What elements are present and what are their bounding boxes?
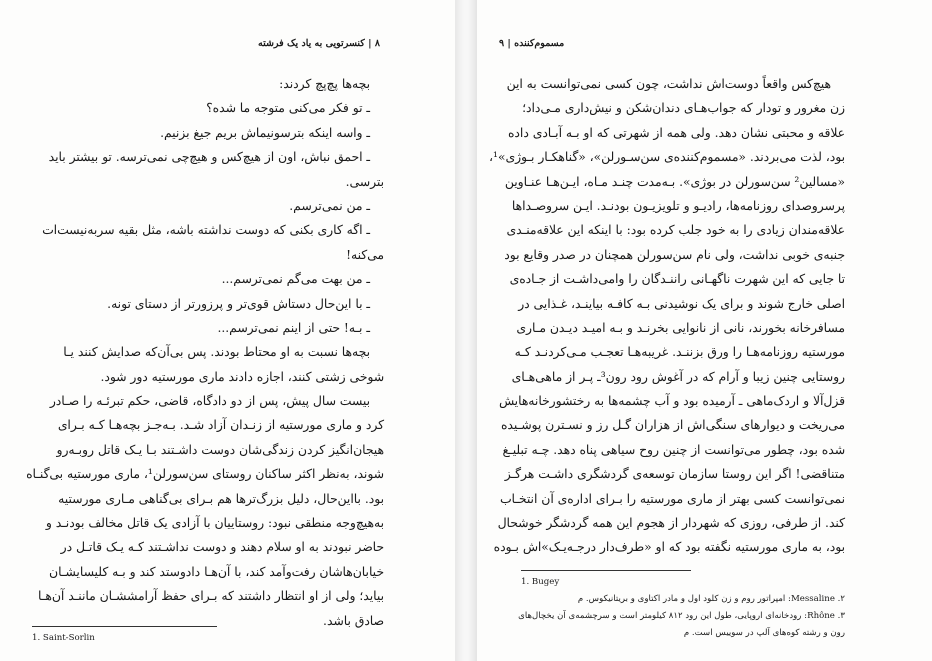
footnote: ۳. Rhône: رودخانه‌ای اروپایی، طول این رود ۸۱۲ کیلومتر است و سرچشمه‌ی آن یخچال‌های (518, 611, 845, 621)
text-line: نمی‌توانست کسی بهتر از ماری مورستیه را بـرای اداره‌ی آن انتخـاب (499, 491, 845, 506)
footnote: رون و رشته کوه‌های آلپ در سوییس است. م (683, 628, 845, 638)
text-line: کند. از طرفی، روزی که شهردار از هجوم این همه گردشگر خوشحال (497, 516, 845, 531)
text-line: هیچ‌کس واقعاً دوست‌اش نداشت، چون کسی نمی‌توانست به این (506, 77, 831, 91)
text-line: مسافرخانه بخورند، نانی از نانوایی بخرنـد و بـه امیـد دیـدن مـاری (516, 320, 845, 335)
text-line: پرسروصدای روزنامه‌ها، رادیـو و تلویزیـون بودنـد. ایـن سروصـداها (511, 198, 845, 213)
text-line: ـ من بهت می‌گم نمی‌ترسم... (221, 272, 370, 287)
text-line: ـ واسه اینکه بترسونیماش بریم جیغ بزنیم. (160, 125, 370, 140)
text-line: ـ من نمی‌ترسم. (289, 198, 370, 213)
left-page (0, 0, 455, 661)
text-line: ـ احمق نباش، اون از هیچ‌کس و هیچ‌چی نمی‌ترسه. تو بیشتر باید (48, 150, 370, 165)
text-line: ـ بـه! حتی از اینم نمی‌ترسم... (217, 320, 370, 335)
running-header: ۸ | کنسرتویی به یاد یک فرشته (258, 38, 380, 49)
text-line: بیاید؛ ولی از او انتظار داشتند که بـرای حفظ آرامششـان ماننـد آن‌هـا (38, 589, 384, 604)
footnote-rule (32, 626, 217, 627)
text-line: بترسی. (345, 174, 384, 189)
text-line: ـ تو فکر می‌کنی متوجه ما شده؟ (206, 101, 370, 116)
footnotes (518, 574, 845, 642)
text-line: بود. بااین‌حال، دلیل بزرگ‌ترها هم بـرای بی‌گناهی مـاری مورستیه (58, 491, 384, 506)
text-line: شوخی زشتی کنند، اجازه دادند ماری مورستیه دور شود. (100, 369, 384, 384)
footnote: 1. Saint-Sorlin (32, 633, 95, 643)
text-line: تا جایی که این شهرت ناگهـانی راننـدگان را وامی‌داشـت از جـاده‌ی (509, 272, 845, 287)
text-line: «مسالین² سن‌سورلن در بوژی». بـه‌مدت چنـد مـاه، ایـن‌هـا عنـاوین (504, 174, 845, 189)
book-gutter (455, 0, 477, 661)
footnote-rule (521, 570, 691, 571)
text-line: حاضر نبودند به او سلام دهند و دوست نداشـتند کـه یـک قاتـل در (60, 540, 384, 555)
text-line: می‌ریخت و دیوارهای سنگی‌اش از هزاران گـل رز و نسـترن پوشـیده (500, 418, 845, 433)
text-line: شده بود، چطور می‌توانست از چنین روح سیاهی پناه دهد. چـه تبلیـغ (502, 442, 845, 457)
body-text (489, 72, 845, 560)
body-text (26, 72, 384, 633)
text-line: بچه‌ها پچ‌پچ کردند: (279, 77, 370, 91)
text-line: کرد و ماری مورستیه از زنـدان آزاد شـد. بـه‌جـز بچه‌هـا کـه بـرای (57, 418, 384, 433)
footnote: ۲. Messaline: امپراتور روم و زن کلود اول و مادر اکتاوی و بریتانیکوس. م (577, 594, 845, 604)
text-line: بچه‌ها نسبت به او محتاط بودند. پس بی‌آن‌که صدایش کنند یـا (63, 345, 370, 360)
text-line: قزل‌آلا و اردک‌ماهی ـ آرمیده بود و آب چشمه‌ها به رختشورخانه‌هایش (498, 394, 845, 409)
text-line: می‌کنه! (346, 247, 384, 262)
text-line: ـ اگه کاری بکنی که دوست نداشته باشه، مثل بقیه سربه‌نیست‌ات (42, 223, 370, 238)
text-line: زن مغرور و تودار که جواب‌هـای دندان‌شکن و نیش‌داری مـی‌داد؛ (522, 101, 845, 116)
footnote: 1. Bugey (521, 577, 560, 587)
text-line: بود، به ماری مورستیه نگفته بود که او «طرف‌دار درجـه‌یـک»اش بـوده (493, 540, 845, 555)
text-line: روستایی چنین زیبا و آرام که در آغوش رود رون³ـ پـر از ماهی‌هـای (511, 369, 845, 384)
running-header: مسموم‌کننده | ۹ (499, 38, 565, 49)
text-line: اصلی خارج شوند و برای یک نوشیدنی بـه کافـه بیاینـد، غـذایی در (518, 296, 845, 311)
text-line: جنبه‌ی خوبی نداشت، ولی نام سن‌سورلن همچنان در صدر وقایع بود (504, 247, 845, 262)
text-line: صادق باشد. (323, 613, 384, 628)
text-line: ـ با این‌حال دستاش قوی‌تر و پرزورتر از دستای تونه. (107, 296, 370, 311)
text-line: شوند، به‌نظر اکثر ساکنان روستای سن‌سورلن¹، ماری مورستیه بی‌گنـاه (26, 467, 384, 482)
right-page (477, 0, 932, 661)
text-line: علاقه و محبتی نشان دهد. ولی همه از شهرتی که او بـه آبـادی داده (507, 125, 845, 140)
text-line: به‌هیچ‌وجه منطقی نبود: روستاییان با آزادی یک قاتل مخالف بودنـد و (45, 516, 384, 531)
text-line: بیست سال پیش، پس از دو دادگاه، قاضی، حکم تبرئـه را صـادر (49, 394, 370, 409)
text-line: خیابان‌هاشان رفت‌وآمد کند، با آن‌هـا دادوستد کند و بـه کلیسایشـان (49, 564, 384, 579)
text-line: بود، لذت می‌بردند. «مسموم‌کننده‌ی سن‌سـورلن»، «گناهکـار بـوژی»¹، (489, 150, 845, 165)
text-line: علاقه‌مندان زیادی را به خود جلب کرده بود: با اینکه این علاقه‌منـدی (506, 223, 845, 238)
text-line: هیجان‌انگیز کردن زندگی‌شان دوست داشـتند بـا یـک قاتل روبـه‌رو (56, 442, 384, 457)
footnotes (32, 630, 352, 647)
text-line: متناقضی! اگر این روستا سازمان توسعه‌ی گردشگری داشـت هرگـز (504, 467, 845, 482)
text-line: مورستیه روزنامه‌هـا را ورق بزننـد. غریبه‌هـا تعجـب مـی‌کردنـد کـه (514, 345, 845, 360)
